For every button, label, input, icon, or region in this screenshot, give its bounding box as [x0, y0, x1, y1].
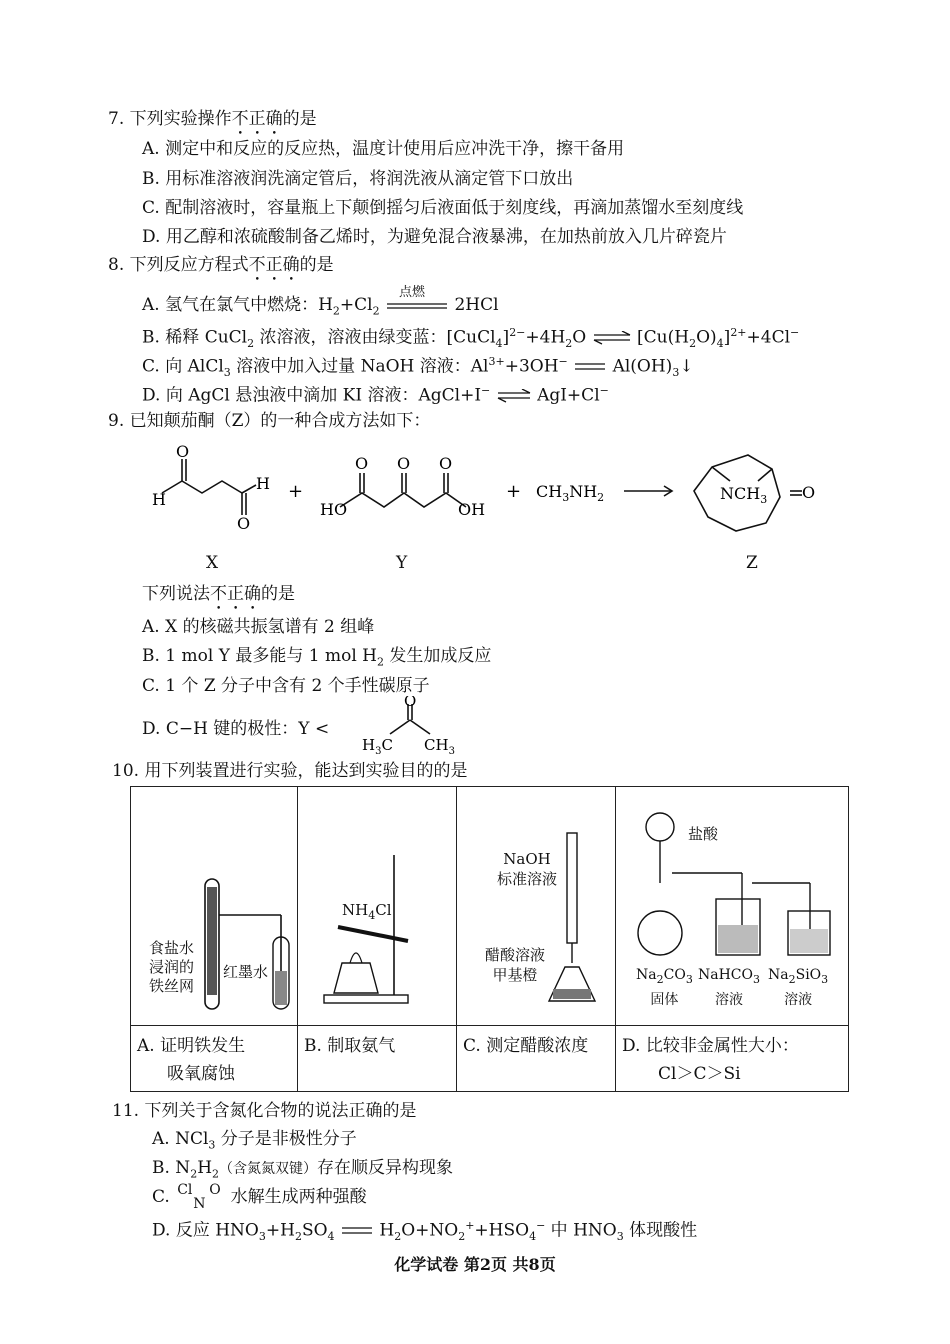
- caption-a-line2: 吸氧腐蚀: [167, 1064, 235, 1084]
- svg-text:H: H: [256, 474, 270, 493]
- apparatus-table: [130, 786, 849, 1092]
- svg-text:O: O: [397, 454, 411, 473]
- a-label-saltwater: 食盐水: [149, 939, 195, 957]
- a-label-ironmesh: 铁丝网: [149, 977, 195, 995]
- caption-a-line1: A. 证明铁发生: [137, 1036, 246, 1056]
- apparatus-d: [616, 787, 849, 1026]
- label-z: Z: [746, 553, 758, 573]
- q7-option-c: C. 配制溶液时，容量瓶上下颠倒摇匀后液面低于刻度线，再滴加蒸馏水至刻度线: [142, 198, 744, 218]
- svg-text:CH3: $CH_3$: [424, 736, 455, 756]
- q8-d-text: D. 向 AgCl 悬浊液中滴加 KI 溶液：AgCl+I: [142, 385, 482, 406]
- q9-b-tail: 发生加成反应: [384, 646, 492, 666]
- q11-d-eq3: +HSO: [474, 1220, 530, 1241]
- d-label-solid: 固体: [650, 991, 679, 1008]
- a-label-soaked: 浸润的: [149, 958, 195, 976]
- q8-stem: [108, 254, 334, 285]
- q7-option-d: D. 用乙醇和浓硫酸制备乙烯时，为避免混合液暴沸，在加热前放入几片碎瓷片: [142, 227, 727, 247]
- q10-stem: 10. 用下列装置进行实验，能达到实验目的的是: [112, 761, 468, 781]
- svg-text:+: +: [506, 481, 522, 502]
- apparatus-b: [298, 787, 457, 1026]
- q8-option-a: A. 氢气在氯气中燃烧：$H_2+Cl_2$ 点燃 2HCl: [142, 294, 499, 322]
- precipitate-arrow: ↓: [679, 356, 694, 377]
- d-label-na2sio3: $Na_2SiO_3$: [768, 967, 829, 986]
- label-x: X: [206, 553, 219, 573]
- q11-d-text: D. 反应 HNO: [152, 1220, 259, 1241]
- d-label-na2co3: $Na_2CO_3$: [636, 967, 693, 986]
- q9-option-c: C. 1 个 Z 分子中含有 2 个手性碳原子: [142, 676, 430, 696]
- q8-b-prod3: +4Cl: [746, 327, 791, 348]
- q11-d-eq: H: [379, 1220, 395, 1241]
- q11-d-h: +H: [265, 1220, 295, 1241]
- q8-b-o: O: [572, 327, 587, 348]
- q7-stem-emph: 不正确: [231, 109, 283, 129]
- nocl-cl: Cl: [177, 1181, 193, 1198]
- q8-a-product: 2HCl: [454, 295, 499, 315]
- svg-text:HO: HO: [320, 500, 348, 519]
- q11-d-eq2: O+NO: [401, 1220, 459, 1241]
- q8-option-d: D. 向 AgCl 悬浊液中滴加 KI 溶液：AgCl+I− AgI+Cl−: [142, 384, 609, 406]
- titration-apparatus-icon: [457, 787, 615, 1025]
- page-footer: 化学试卷 第2页 共8页: [394, 1255, 556, 1274]
- q8-a-text: A. 氢气在氯气中燃烧：H: [142, 295, 333, 315]
- apparatus-c: [457, 787, 616, 1026]
- svg-text:O: O: [237, 514, 251, 533]
- acetone-structure: [352, 696, 462, 756]
- d-label-solution2: 溶液: [784, 991, 813, 1008]
- q11-option-c: [152, 1181, 367, 1212]
- q8-stem-tail: 的是: [299, 255, 334, 275]
- q7-option-a: A. 测定中和反应的反应热，温度计使用后应冲洗干净，擦干备用: [142, 139, 625, 159]
- q11-option-d: D. 反应 $HNO_3+H_2SO_4$ $H_2O+NO_2^++HSO_4^-$ 中 $HNO_3$ 体现酸性: [152, 1219, 698, 1244]
- q9-option-b: B. 1 mol Y 最多能与 1 mol $H_2$ 发生加成反应: [142, 646, 492, 669]
- d-nahco: NaHCO: [698, 967, 753, 983]
- q9-substem: [142, 583, 295, 614]
- svg-text:+: +: [288, 481, 304, 502]
- d-co: CO: [663, 967, 686, 983]
- q11-b-note: （含氮氮双键）: [219, 1161, 318, 1177]
- caption-b-text: B. 制取氨气: [304, 1036, 396, 1056]
- d-label-solution1: 溶液: [715, 991, 743, 1008]
- q8-c-mid: 溶液中加入过量 NaOH 溶液：Al: [230, 356, 489, 377]
- q9-sub-tail: 的是: [261, 584, 295, 604]
- q8-c-oh: +3OH: [504, 356, 559, 377]
- q9-b-text: B. 1 mol Y 最多能与 1 mol H: [142, 646, 377, 666]
- d-label-nahco3: NaHCO$_3$: [698, 967, 760, 986]
- q8-b-water: +4H: [525, 327, 566, 348]
- q9-option-a: A. X 的核磁共振氢谱有 2 组峰: [142, 617, 375, 637]
- q8-b-text: B. 稀释 CuCl: [142, 327, 248, 348]
- apparatus-a: [131, 787, 298, 1026]
- svg-text:CH3NH2: $CH_3NH_2$: [536, 482, 605, 504]
- equilibrium-arrow-2: [496, 389, 532, 403]
- q11-d-so: SO: [301, 1220, 328, 1241]
- molecule-y: [340, 473, 466, 507]
- caption-d-line2: Cl＞C＞Si: [658, 1064, 741, 1084]
- q11-b-text: B. N: [152, 1158, 191, 1178]
- equals-arrow-2: [340, 1225, 374, 1237]
- caption-c-text: C. 测定醋酸浓度: [463, 1036, 589, 1056]
- q11-b-tail: 存在顺反异构现象: [317, 1158, 454, 1178]
- svg-text:NCH3: $NCH_3$: [720, 484, 768, 506]
- b-lbl-nh: NH: [342, 901, 369, 919]
- nocl-structure: [175, 1181, 225, 1212]
- q7-stem-tail: 的是: [282, 109, 317, 129]
- svg-text:OH: OH: [458, 500, 486, 519]
- q8-c-prod: Al(OH): [612, 356, 673, 377]
- d-sio: SiO: [795, 967, 822, 983]
- nocl-n: N: [193, 1195, 206, 1212]
- q7-stem: [108, 108, 317, 139]
- synthesis-scheme: [140, 445, 860, 545]
- c-label-naoh: NaOH: [503, 850, 551, 868]
- svg-text:H: H: [152, 490, 166, 509]
- q8-option-c: C. 向 AlCl$_3$ 溶液中加入过量 NaOH 溶液：$Al^{3+}+3OH^-$ $Al(OH)_3↓$: [142, 355, 694, 380]
- q8-option-b: B. 稀释 CuCl$_2$ 浓溶液，溶液由绿变蓝：$[CuCl_4]^{2-}+4H_2O$ $[Cu(H_2O)_4]^{2+}+4Cl^-$: [142, 326, 800, 351]
- a-label-redink: 红墨水: [223, 963, 269, 981]
- q11-option-a: A. NCl$_3$ 分子是非极性分子: [152, 1129, 357, 1152]
- caption-d: [616, 1026, 849, 1092]
- c-label-indicator: 甲基橙: [492, 966, 538, 984]
- b-lbl-cl: Cl: [375, 901, 392, 919]
- q11-option-b: B. $N_2H_2$（含氮氮双键）存在顺反异构现象: [152, 1158, 454, 1181]
- nocl-o: O: [209, 1181, 221, 1198]
- q8-b-prod: [Cu(H: [637, 327, 690, 348]
- q8-stem-emph: 不正确: [248, 255, 300, 275]
- q8-b-prod2: O): [696, 327, 717, 348]
- svg-text:O: O: [802, 483, 816, 502]
- q8-stem-text: 8. 下列反应方程式: [108, 255, 249, 275]
- equilibrium-arrow: [592, 331, 632, 345]
- b-label-nh4cl: $NH_4Cl$: [342, 901, 392, 922]
- q7-stem-text: 7. 下列实验操作: [108, 109, 232, 129]
- q11-a-text: A. NCl: [152, 1129, 209, 1149]
- svg-text:H3C: $H_3C$: [362, 736, 393, 756]
- q9-sub-text: 下列说法: [142, 584, 210, 604]
- label-y: Y: [396, 553, 408, 573]
- svg-text:O: O: [439, 454, 453, 473]
- q9-option-d: D. C−H 键的极性：Y <: [142, 719, 330, 739]
- q11-a-tail: 分子是非极性分子: [215, 1129, 357, 1149]
- q8-b-mid: 浓溶液，溶液由绿变蓝：[CuCl: [254, 327, 496, 348]
- q7-option-b: B. 用标准溶液润洗滴定管后，将润洗液从滴定管下口放出: [142, 169, 574, 189]
- ignite-condition: 点燃: [399, 284, 426, 300]
- svg-text:O: O: [404, 696, 417, 710]
- molecule-x: [162, 459, 256, 515]
- q8-c-text: C. 向 AlCl: [142, 356, 224, 377]
- caption-b: [298, 1026, 457, 1092]
- d-na2: Na: [768, 967, 789, 983]
- q8-a-mid: +Cl: [339, 295, 373, 315]
- svg-text:O: O: [355, 454, 369, 473]
- q8-d-prod: AgI+Cl: [537, 385, 600, 406]
- caption-c: [457, 1026, 616, 1092]
- caption-a: [131, 1026, 298, 1092]
- q11-d-post: 中 HNO: [545, 1220, 617, 1241]
- c-label-standard: 标准溶液: [497, 870, 558, 888]
- svg-text:O: O: [176, 445, 190, 461]
- q11-c-text: C.: [152, 1187, 170, 1207]
- caption-d-line1: D. 比较非金属性大小：: [622, 1036, 799, 1056]
- c-label-acetic: 醋酸溶液: [485, 946, 546, 964]
- q11-d-end: 体现酸性: [623, 1220, 698, 1241]
- q11-c-tail: 水解生成两种强酸: [230, 1187, 367, 1207]
- d-na: Na: [636, 967, 657, 983]
- ignite-arrow: [385, 284, 449, 316]
- d-label-hcl: 盐酸: [688, 825, 719, 843]
- equals-arrow: [573, 361, 607, 373]
- q9-stem: 9. 已知颠茄酮（Z）的一种合成方法如下：: [108, 411, 431, 431]
- q11-stem: 11. 下列关于含氮化合物的说法正确的是: [112, 1101, 417, 1121]
- q11-b-h: H: [197, 1158, 213, 1178]
- q9-sub-emph: 不正确: [210, 584, 261, 604]
